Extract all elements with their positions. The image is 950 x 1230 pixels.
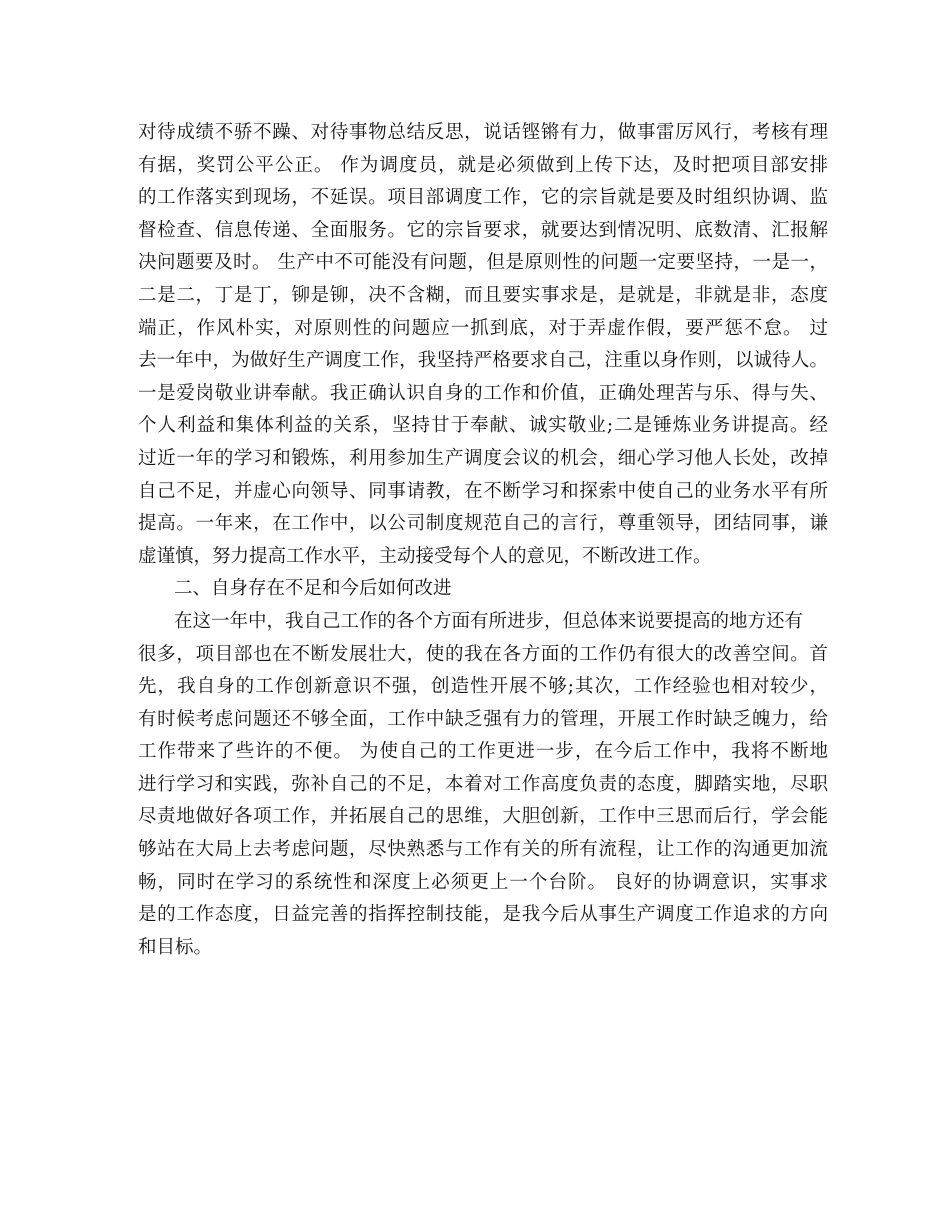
text-line: 够站在大局上去考虑问题，尽快熟悉与工作有关的所有流程，让工作的沟通更加流 [138,839,828,861]
text-line: 工作带来了些许的不便。 为使自己的工作更进一步，在今后工作中，我将不断地 [138,741,828,763]
text-line: 虚谨慎，努力提高工作水平，主动接受每个人的意见，不断改进工作。 [138,545,712,567]
text-line: 是的工作态度，日益完善的指挥控制技能，是我今后从事生产调度工作追求的方向 [138,904,828,926]
text-line: 一是爱岗敬业讲奉献。我正确认识自身的工作和价值，正确处理苦与乐、得与失、 [138,382,828,404]
text-line: 有据，奖罚公平公正。 作为调度员，就是必须做到上传下达，及时把项目部安排 [138,154,828,176]
text-line: 有时候考虑问题还不够全面，工作中缺乏强有力的管理，开展工作时缺乏魄力，给 [138,708,828,730]
section-heading: 二、自身存在不足和今后如何改进 [174,578,452,600]
text-line: 畅，同时在学习的系统性和深度上必须更上一个台阶。 良好的协调意识，实事求 [138,871,828,893]
text-line: 督检查、信息传递、全面服务。它的宗旨要求，就要达到情况明、底数清、汇报解 [138,219,828,241]
text-line: 进行学习和实践，弥补自己的不足，本着对工作高度负责的态度，脚踏实地，尽职 [138,773,828,795]
text-line: 和目标。 [138,936,213,958]
text-line: 去一年中，为做好生产调度工作，我坚持严格要求自己，注重以身作则，以诚待人。 [138,350,828,372]
text-line: 决问题要及时。 生产中不可能没有问题，但是原则性的问题一定要坚持，一是一， [138,252,828,274]
body-text [138,117,828,964]
text-line: 在这一年中，我自己工作的各个方面有所进步，但总体来说要提高的地方还有 [174,610,804,632]
text-line: 的工作落实到现场，不延误。项目部调度工作，它的宗旨就是要及时组织协调、监 [138,187,828,209]
text-line: 自己不足，并虚心向领导、同事请教，在不断学习和探索中使自己的业务水平有所 [138,480,828,502]
text-line: 先，我自身的工作创新意识不强，创造性开展不够;其次，工作经验也相对较少， [138,676,828,698]
text-line: 过近一年的学习和锻炼，利用参加生产调度会议的机会，细心学习他人长处，改掉 [138,447,828,469]
text-line: 提高。一年来，在工作中，以公司制度规范自己的言行，尊重领导，团结同事，谦 [138,513,828,535]
text-line: 端正，作风朴实，对原则性的问题应一抓到底，对于弄虚作假，要严惩不怠。 过 [138,317,828,339]
text-line: 二是二，丁是丁，铆是铆，决不含糊，而且要实事求是，是就是，非就是非，态度 [138,284,828,306]
text-line: 对待成绩不骄不躁、对待事物总结反思，说话铿锵有力，做事雷厉风行，考核有理 [138,122,828,143]
text-line: 很多，项目部也在不断发展壮大，使的我在各方面的工作仍有很大的改善空间。首 [138,643,828,665]
text-line: 尽责地做好各项工作，并拓展自己的思维，大胆创新，工作中三思而后行，学会能 [138,806,828,828]
text-line: 个人利益和集体利益的关系，坚持甘于奉献、诚实敬业;二是锤炼业务讲提高。经 [138,415,828,437]
